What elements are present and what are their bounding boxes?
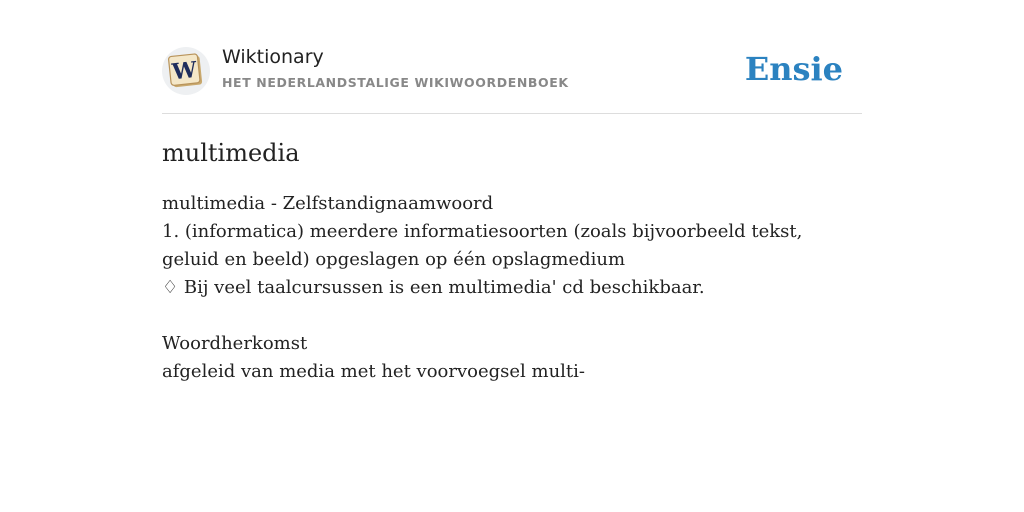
wiktionary-logo-icon[interactable] xyxy=(162,47,210,95)
logo-letter: W xyxy=(170,56,199,86)
site-header xyxy=(162,44,862,114)
etymology-text: afgeleid van media met het voorvoegsel multi- xyxy=(162,361,586,382)
entry-content xyxy=(162,138,862,386)
site-subtitle: HET NEDERLANDSTALIGE WIKIWOORDENBOEK xyxy=(222,75,569,90)
definition-line: 1. (informatica) meerdere informatiesoorten (zoals bijvoorbeeld tekst, geluid en beeld) opgeslagen op één opslagmedium xyxy=(162,221,803,270)
example-line: ♢ Bij veel taalcursussen is een multimedia' cd beschikbaar. xyxy=(162,277,705,298)
site-title[interactable]: Wiktionary xyxy=(222,46,324,68)
etymology-heading: Woordherkomst xyxy=(162,333,308,354)
part-of-speech-line: multimedia - Zelfstandignaamwoord xyxy=(162,193,494,214)
entry-title: multimedia xyxy=(162,139,300,167)
ensie-brand-link[interactable]: Ensie xyxy=(744,50,843,88)
paragraph-spacer xyxy=(162,302,862,330)
entry-body xyxy=(162,190,862,386)
